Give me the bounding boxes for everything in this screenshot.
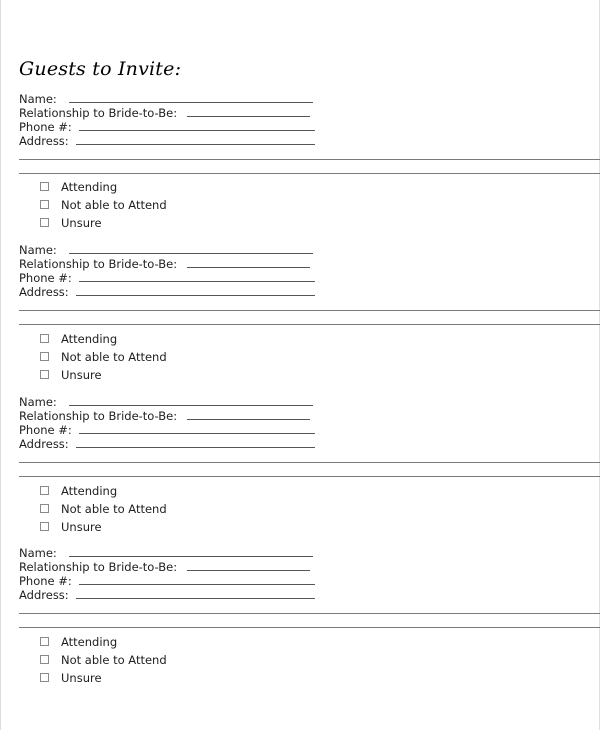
relationship-label: Relationship to Bride-to-Be: [19,560,178,574]
phone-row [19,574,315,588]
address-blank[interactable] [76,437,315,448]
address-label: Address: [19,285,69,299]
relationship-blank[interactable] [187,409,310,420]
unsure-checkbox[interactable] [40,370,49,379]
name-row [19,546,313,560]
not-able-label: Not able to Attend [61,198,167,212]
name-label: Name: [19,395,57,409]
name-blank[interactable] [69,395,313,406]
address-label: Address: [19,588,69,602]
not-able-checkbox[interactable] [40,504,49,513]
unsure-label: Unsure [61,520,102,534]
relationship-row [19,106,310,120]
address-row [19,285,315,299]
address-line-2[interactable] [19,613,600,614]
relationship-row [19,409,310,423]
attending-checkbox[interactable] [40,182,49,191]
not-able-label: Not able to Attend [61,502,167,516]
address-blank[interactable] [76,588,315,599]
relationship-label: Relationship to Bride-to-Be: [19,409,178,423]
address-label: Address: [19,134,69,148]
attending-checkbox[interactable] [40,334,49,343]
unsure-label: Unsure [61,671,102,685]
relationship-blank[interactable] [187,106,310,117]
address-line-2[interactable] [19,159,600,160]
guest-entry [0,243,600,395]
not-able-checkbox[interactable] [40,655,49,664]
not-able-label: Not able to Attend [61,350,167,364]
name-row [19,92,313,106]
guest-entry [0,395,600,547]
address-line-3[interactable] [19,173,600,174]
attending-label: Attending [61,180,118,194]
address-row [19,588,315,602]
name-label: Name: [19,546,57,560]
not-able-checkbox[interactable] [40,200,49,209]
guest-entry [0,546,600,698]
attending-checkbox[interactable] [40,637,49,646]
unsure-label: Unsure [61,216,102,230]
name-row [19,395,313,409]
unsure-checkbox[interactable] [40,218,49,227]
guest-entry [0,92,600,244]
relationship-blank[interactable] [187,257,310,268]
relationship-label: Relationship to Bride-to-Be: [19,106,178,120]
name-blank[interactable] [69,546,313,557]
address-line-3[interactable] [19,476,600,477]
phone-blank[interactable] [79,120,315,131]
attending-label: Attending [61,484,118,498]
address-line-3[interactable] [19,324,600,325]
phone-blank[interactable] [79,574,315,585]
phone-label: Phone #: [19,271,72,285]
unsure-label: Unsure [61,368,102,382]
address-label: Address: [19,437,69,451]
not-able-checkbox[interactable] [40,352,49,361]
attending-checkbox[interactable] [40,486,49,495]
phone-label: Phone #: [19,423,72,437]
phone-label: Phone #: [19,120,72,134]
relationship-blank[interactable] [187,560,310,571]
phone-blank[interactable] [79,423,315,434]
address-row [19,437,315,451]
phone-blank[interactable] [79,271,315,282]
attending-label: Attending [61,635,118,649]
page-title: Guests to Invite: [19,58,182,80]
not-able-label: Not able to Attend [61,653,167,667]
name-blank[interactable] [69,243,313,254]
unsure-checkbox[interactable] [40,522,49,531]
address-line-2[interactable] [19,310,600,311]
address-blank[interactable] [76,134,315,145]
relationship-row [19,257,310,271]
address-blank[interactable] [76,285,315,296]
address-line-2[interactable] [19,462,600,463]
name-row [19,243,313,257]
phone-row [19,120,315,134]
unsure-checkbox[interactable] [40,673,49,682]
phone-label: Phone #: [19,574,72,588]
name-label: Name: [19,243,57,257]
phone-row [19,423,315,437]
phone-row [19,271,315,285]
name-blank[interactable] [69,92,313,103]
attending-label: Attending [61,332,118,346]
relationship-row [19,560,310,574]
relationship-label: Relationship to Bride-to-Be: [19,257,178,271]
address-line-3[interactable] [19,627,600,628]
address-row [19,134,315,148]
name-label: Name: [19,92,57,106]
